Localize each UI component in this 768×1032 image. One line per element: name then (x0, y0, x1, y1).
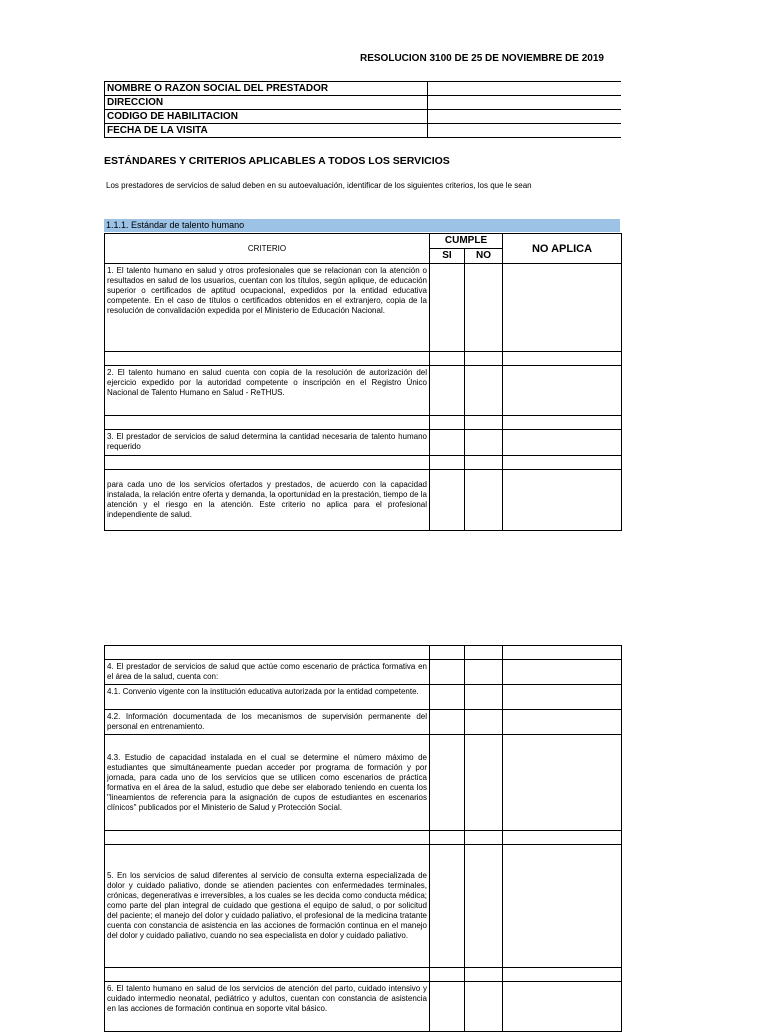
no-cell[interactable] (465, 456, 503, 470)
si-cell[interactable] (430, 366, 465, 416)
habilitation-code-value[interactable] (428, 110, 621, 124)
si-cell[interactable] (430, 982, 465, 1032)
si-cell[interactable] (430, 685, 465, 710)
standard-heading: 1.1.1. Estándar de talento humano (104, 219, 620, 232)
si-cell[interactable] (430, 831, 465, 845)
na-cell[interactable] (503, 366, 622, 416)
na-cell[interactable] (503, 710, 622, 735)
si-header: SI (430, 249, 465, 264)
na-cell[interactable] (503, 456, 622, 470)
na-cell[interactable] (503, 470, 622, 531)
no-cell[interactable] (465, 660, 503, 685)
criterion-text: 2. El talento humano en salud cuenta con copia de la resolución de autorización del ejercicio expedido por la autoridad competente o inscripción en el Registro Único Nacional de Talento Humano en Salud - ReTHUS. (105, 366, 430, 416)
si-cell[interactable] (430, 845, 465, 968)
no-cell[interactable] (465, 416, 503, 430)
provider-name-label: NOMBRE O RAZON SOCIAL DEL PRESTADOR (105, 82, 428, 96)
criterio-header: CRITERIO (105, 234, 430, 264)
na-cell[interactable] (503, 968, 622, 982)
no-cell[interactable] (465, 470, 503, 531)
si-cell[interactable] (430, 968, 465, 982)
criterion-row (105, 685, 622, 710)
criterion-text (105, 968, 430, 982)
criterion-text (105, 646, 430, 660)
criterion-text: 3. El prestador de servicios de salud determina la cantidad necesaria de talento humano requerido (105, 430, 430, 456)
cumple-header: CUMPLE (430, 234, 503, 249)
provider-name-value[interactable] (428, 82, 621, 96)
criterion-text: para cada uno de los servicios ofertados y prestados, de acuerdo con la capacidad instalada, la relación entre oferta y demanda, la oportunidad en la prestación, tiempo de la atención y el riesgo en la atención. Este criterio no aplica para el profesional independiente de salud. (105, 470, 430, 531)
no-cell[interactable] (465, 646, 503, 660)
provider-name-row (105, 82, 621, 96)
na-cell[interactable] (503, 660, 622, 685)
resolution-title: RESOLUCION 3100 DE 25 DE NOVIEMBRE DE 2019 (360, 53, 604, 64)
na-cell[interactable] (503, 352, 622, 366)
no-cell[interactable] (465, 366, 503, 416)
no-header: NO (465, 249, 503, 264)
na-cell[interactable] (503, 430, 622, 456)
criterion-row (105, 470, 622, 531)
intro-text: Los prestadores de servicios de salud deben en su autoevaluación, identificar de los siguientes criterios, los que le sean (106, 181, 532, 190)
spacer-row (105, 456, 622, 470)
na-cell[interactable] (503, 831, 622, 845)
habilitation-code-label: CODIGO DE HABILITACION (105, 110, 428, 124)
spacer-row (105, 646, 622, 660)
criterion-text: 6. El talento humano en salud de los servicios de atención del parto, cuidado intensivo y cuidado intermedio neonatal, pediátrico y adultos, cuentan con constancia de asistencia en las acciones de formación continua en soporte vital básico. (105, 982, 430, 1032)
si-cell[interactable] (430, 264, 465, 352)
criterion-row (105, 660, 622, 685)
spacer-row (105, 831, 622, 845)
si-cell[interactable] (430, 430, 465, 456)
na-cell[interactable] (503, 646, 622, 660)
no-aplica-header: NO APLICA (503, 234, 622, 264)
na-cell[interactable] (503, 735, 622, 831)
no-cell[interactable] (465, 710, 503, 735)
no-cell[interactable] (465, 352, 503, 366)
visit-date-value[interactable] (428, 124, 621, 138)
spacer-row (105, 352, 622, 366)
si-cell[interactable] (430, 470, 465, 531)
criterion-row (105, 366, 622, 416)
visit-date-row (105, 124, 621, 138)
visit-date-label: FECHA DE LA VISITA (105, 124, 428, 138)
address-label: DIRECCION (105, 96, 428, 110)
criterion-text (105, 456, 430, 470)
na-cell[interactable] (503, 264, 622, 352)
address-value[interactable] (428, 96, 621, 110)
si-cell[interactable] (430, 416, 465, 430)
criterion-row (105, 710, 622, 735)
criterion-text: 1. El talento humano en salud y otros profesionales que se relacionan con la atención o resultados en salud de los usuarios, cuentan con los títulos, según aplique, de educación superior o certificados de aptitud ocupacional, expedidos por la entidad educativa competente. En el caso de títulos o certificados obtenidos en el extranjero, copia de la resolución de convalidación expedida por el Ministerio de Educación Nacional. (105, 264, 430, 352)
criterion-text: 4.2. Información documentada de los mecanismos de supervisión permanente del personal en entrenamiento. (105, 710, 430, 735)
no-cell[interactable] (465, 685, 503, 710)
no-cell[interactable] (465, 982, 503, 1032)
criteria-table-1 (104, 233, 622, 531)
criterion-text (105, 831, 430, 845)
no-cell[interactable] (465, 831, 503, 845)
criterion-text (105, 416, 430, 430)
si-cell[interactable] (430, 710, 465, 735)
habilitation-code-row (105, 110, 621, 124)
criterion-row (105, 982, 622, 1032)
si-cell[interactable] (430, 646, 465, 660)
criterion-row (105, 430, 622, 456)
si-cell[interactable] (430, 352, 465, 366)
provider-info-table (104, 81, 621, 138)
criterion-text: 5. En los servicios de salud diferentes al servicio de consulta externa especializada de dolor y cuidado paliativo, donde se atienden pacientes con enfermedades terminales, crónicas, degenerativas e irreversibles, a los cuales se les decida como conducta médica; como parte del plan integral de cuidado que gestiona el equipo de salud, o por solicitud del paciente; el manejo del dolor y cuidado paliativo, el profesional de la medicina tratante cuenta con constancia de asistencia en las acciones de formación continua en el manejo del dolor y cuidado paliativo, cuando no sea especialista en dolor y cuidado paliativo. (105, 845, 430, 968)
si-cell[interactable] (430, 456, 465, 470)
criterion-text: 4.1. Convenio vigente con la institución educativa autorizada por la entidad competente. (105, 685, 430, 710)
spacer-row (105, 968, 622, 982)
criterion-text (105, 352, 430, 366)
si-cell[interactable] (430, 735, 465, 831)
criterion-text: 4. El prestador de servicios de salud que actúe como escenario de práctica formativa en el área de la salud, cuenta con: (105, 660, 430, 685)
no-cell[interactable] (465, 264, 503, 352)
na-cell[interactable] (503, 982, 622, 1032)
no-cell[interactable] (465, 430, 503, 456)
na-cell[interactable] (503, 845, 622, 968)
criterion-text: 4.3. Estudio de capacidad instalada en el cual se determine el número máximo de estudiantes que simultáneamente puedan acceder por programa de formación y por jornada, para cada uno de los servicios que se utilicen como escenarios de práctica formativa en el área de la salud, estudio que debe ser elaborado teniendo en cuenta los "lineamientos de referencia para la asignación de cupos de estudiantes en escenarios clínicos" publicados por el Ministerio de Salud y Protección Social. (105, 735, 430, 831)
no-cell[interactable] (465, 845, 503, 968)
criterion-row (105, 845, 622, 968)
na-cell[interactable] (503, 685, 622, 710)
criteria-table-2 (104, 645, 622, 1032)
na-cell[interactable] (503, 416, 622, 430)
address-row (105, 96, 621, 110)
no-cell[interactable] (465, 735, 503, 831)
section-title: ESTÁNDARES Y CRITERIOS APLICABLES A TODOS LOS SERVICIOS (104, 155, 450, 167)
spacer-row (105, 416, 622, 430)
criterion-row (105, 264, 622, 352)
no-cell[interactable] (465, 968, 503, 982)
si-cell[interactable] (430, 660, 465, 685)
criterion-row (105, 735, 622, 831)
